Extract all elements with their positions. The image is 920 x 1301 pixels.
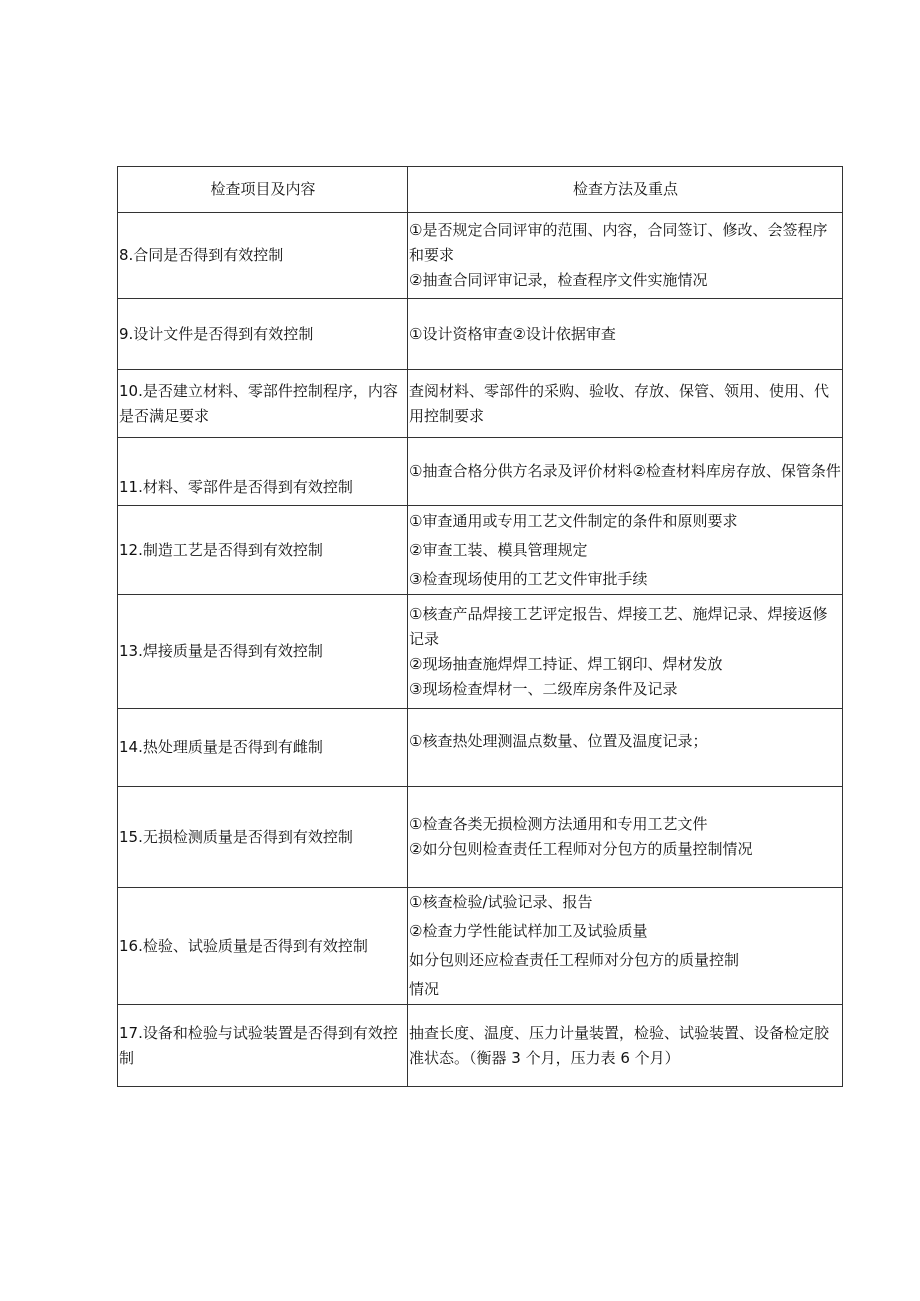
method-line: 抽查长度、温度、压力计量装置，检验、试验装置、设备检定胶准状态。（衡器 3 个月，压力表 6 个月） bbox=[409, 1023, 830, 1067]
method-line: ①抽查合格分供方名录及评价材料②检查材料库房存放、保管条件 bbox=[409, 462, 841, 480]
row-method bbox=[408, 595, 843, 709]
table-row bbox=[118, 438, 843, 506]
table-row bbox=[118, 506, 843, 595]
table-row bbox=[118, 709, 843, 787]
method-line: ①核查产品焊接工艺评定报告、焊接工艺、施焊记录、焊接返修记录 bbox=[409, 604, 828, 648]
row-item: 16.检验、试验质量是否得到有效控制 bbox=[118, 888, 408, 1005]
method-line: ②检查力学性能试样加工及试验质量 bbox=[409, 922, 648, 940]
row-item: 9.设计文件是否得到有效控制 bbox=[118, 299, 408, 370]
row-method bbox=[408, 299, 843, 370]
method-line: 情况 bbox=[409, 980, 440, 998]
table-row bbox=[118, 299, 843, 370]
method-line: ②抽查合同评审记录，检查程序文件实施情况 bbox=[409, 271, 708, 289]
row-item: 10.是否建立材料、零部件控制程序，内容是否满足要求 bbox=[118, 370, 408, 438]
header-item: 检查项目及内容 bbox=[118, 167, 408, 213]
method-line: ①检查各类无损检测方法通用和专用工艺文件 bbox=[409, 815, 708, 833]
method-line: ①设计资格审查②设计依据审查 bbox=[409, 324, 616, 343]
row-method bbox=[408, 709, 843, 787]
row-method bbox=[408, 506, 843, 595]
row-item: 17.设备和检验与试验装置是否得到有效控制 bbox=[118, 1005, 408, 1087]
inspection-table bbox=[117, 166, 843, 1087]
table-row bbox=[118, 370, 843, 438]
table-row bbox=[118, 1005, 843, 1087]
method-line: ②审查工装、模具管理规定 bbox=[409, 540, 588, 559]
row-method bbox=[408, 888, 843, 1005]
row-method bbox=[408, 1005, 843, 1087]
method-line: ①审查通用或专用工艺文件制定的条件和原则要求 bbox=[409, 511, 738, 530]
row-item: 8.合同是否得到有效控制 bbox=[118, 213, 408, 299]
row-method bbox=[408, 438, 843, 506]
method-line: ③检查现场使用的工艺文件审批手续 bbox=[409, 569, 648, 588]
row-method bbox=[408, 787, 843, 888]
method-line: ①是否规定合同评审的范围、内容，合同签订、修改、会签程序和要求 bbox=[409, 221, 828, 264]
method-line: 查阅材料、零部件的采购、验收、存放、保管、领用、使用、代用控制要求 bbox=[409, 381, 830, 425]
table-header-row bbox=[118, 167, 843, 213]
table-row bbox=[118, 595, 843, 709]
method-line: ②如分包则检查责任工程师对分包方的质量控制情况 bbox=[409, 840, 753, 858]
method-line: 如分包则还应检查责任工程师对分包方的质量控制 bbox=[409, 951, 740, 969]
row-method bbox=[408, 213, 843, 299]
method-line: ③现场检查焊材一、二级库房条件及记录 bbox=[409, 679, 678, 698]
table-row bbox=[118, 888, 843, 1005]
table-row bbox=[118, 213, 843, 299]
header-method: 检查方法及重点 bbox=[408, 167, 843, 213]
table-row bbox=[118, 787, 843, 888]
method-line: ②现场抽查施焊焊工持证、焊工钢印、焊材发放 bbox=[409, 654, 723, 673]
row-item: 15.无损检测质量是否得到有效控制 bbox=[118, 787, 408, 888]
row-item: 12.制造工艺是否得到有效控制 bbox=[118, 506, 408, 595]
row-item: 11.材料、零部件是否得到有效控制 bbox=[118, 438, 408, 506]
method-line: ①核查检验/试验记录、报告 bbox=[409, 893, 593, 911]
row-item: 14.热处理质量是否得到有雌制 bbox=[118, 709, 408, 787]
row-method bbox=[408, 370, 843, 438]
method-line: ①核查热处理测温点数量、位置及温度记录； bbox=[409, 732, 708, 750]
row-item: 13.焊接质量是否得到有效控制 bbox=[118, 595, 408, 709]
